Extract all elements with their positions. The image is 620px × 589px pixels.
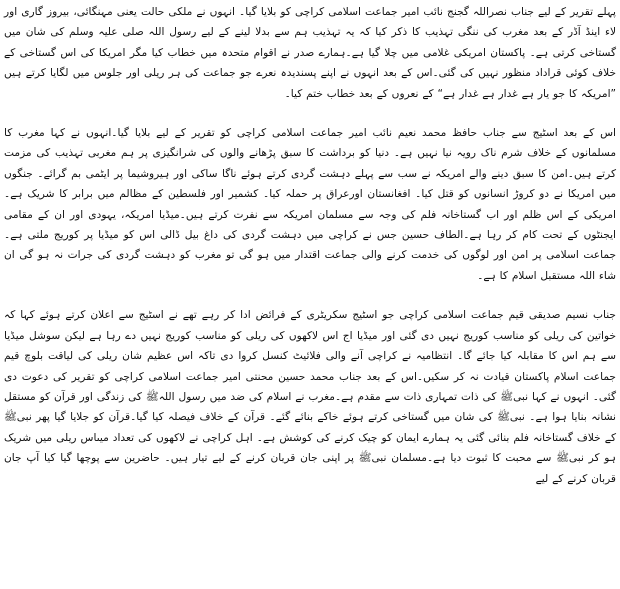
paragraph-nasrullah-speech: پہلے تقریر کے لیے جناب نصراللہ گجنج نائب امیر جماعت اسلامی کراچی کو بلایا گیا۔ انہوں نے ملکی حالت یعنی مہنگائی، بیروز گاری اور لاء اینڈ آڈر کے بعد مغرب کی ننگی تہذیب کا ذکر کیا کہ یہ تہذیب ہم سے بدلا لینے کے لیے رسول اللہ صلی علیہ وسلم کی شان میں گستاخی کرتی ہے۔ پاکستان امریکی غلامی میں چلا گیا ہے۔ہمارے صدر نے اقوام متحدہ میں خطاب کیا مگر امریکا کی اس گستاخی کے خلاف کوئی قراداد منظور نہیں کی گئی۔اس کے بعد انہوں نے اپنے پسندیدہ نعرے جو جماعت کی ہر ریلی اور جلوس میں لگایا کرتے ہیں ”امریکہ کا جو یار ہے غدار ہے غدار ہے“ کے نعروں کے بعد خطاب ختم کیا۔ [4, 6, 616, 100]
article-text [4, 2, 616, 587]
paragraph-naseem-siddiqui-announcement: جناب نسیم صدیقی قیم جماعت اسلامی کراچی جو اسٹیج سکریٹری کے فرائض ادا کر رہے تھے نے اسٹیج سے اعلان کرتے ہوئے کہا کہ خواتین کی ریلی کو مناسب کوریج نہیں دی گئی اور میڈیا اج اس لاکھوں کی ریلی کو مناسب کوریج نہیں دے رہا ہے لیکن سوشل میڈیا سے ہم اس کا مقابلہ کیا جائے گا۔ انتظامیہ نے کراچی آنے والی فلائیٹ کنسل کروا دی تاکہ اس عظیم شان ریلی کی لیاقت بلوچ قیم جماعت اسلام پاکستان قیادت نہ کر سکیں۔اس کے بعد جناب محمد حسین محنتی امیر جماعت اسلامی کراچی کو تقریر کی دعوت دی گئی۔ انہوں نے کہا نبیﷺ کی ذات تمہاری ذات سے مقدم ہے۔مغرب نے اسلام کی ضد میں رسول اللہﷺ کی زندگی اور قرآن کو مستقل نشانہ بنایا ہوا ہے۔ نبیﷺ کی شان میں گستاخی کرتے ہوئے خاکے بنائے گئے۔ قرآن کے خلاف فیصلہ کیا گیا۔قرآن کو جلایا گیا پھر نبیﷺ کے خلاف گستاخانہ فلم بنائی گئی یہ ہمارے ایمان کو چیک کرنے کی کوشش ہے۔ اہل کراچی نے لاکھوں کی تعداد میںاس ریلی میں شریک ہو کر نبیﷺ سے محبت کا ثبوت دیا ہے۔مسلمان نبیﷺ پر اپنی جان قربان کرنے کے لیے تیار ہیں۔ حاضرین سے پوچھا گیا کیا آپ جان قربان کرنے کے لیے [4, 309, 616, 485]
paragraph-hafiz-naeem-speech: اس کے بعد اسٹیج سے جناب حافظ محمد نعیم نائب امیر جماعت اسلامی کراچی کو تقریر کے لیے بلایا گیا۔انہوں نے کہا مغرب کا مسلمانوں کے خلاف شرم ناک رویہ نیا نہیں ہے۔ دنیا کو برداشت کا سبق پڑھانے والوں کی شرانگیزی پر ہم مغربی تہذیب کی مزمت کرتے ہیں۔امن کا سبق دینے والے امریکہ نے سب سے پہلے دہشت گردی کرتے ہوئے ناگا ساکی اور ہیروشیما پر ایٹمی بم گرائے۔ جنگوں میں امریکا نے دو کروڑ انسانوں کو قتل کیا۔ افغانستان اورعراق پر حملہ کیا۔ کشمیر اور فلسطین کے مظالم میں برابر کا شریک ہے۔امریکی کے اس ظلم اور اب گستاخانہ فلم کی وجہ سے مسلمان امریکہ سے نفرت کرتے ہیں۔میڈیا امریکہ، یہودی اور ان کے مقامی ایجنٹوں کے تحت کام کر رہا ہے۔الطاف حسین جس نے کراچی میں دہشت گردی کی داغ بیل ڈالی اس کو میڈیا پر کوریج ملتی ہے۔ جماعت اسلامی پر امن اور لوگوں کی خدمت کرنے والی جماعت اقتدار میں ہو گی تو مغرب کو دہشت گردی کی جرات نہ ہو گی ان شاء اللہ مستقبل اسلام کا ہے۔ [4, 127, 616, 282]
